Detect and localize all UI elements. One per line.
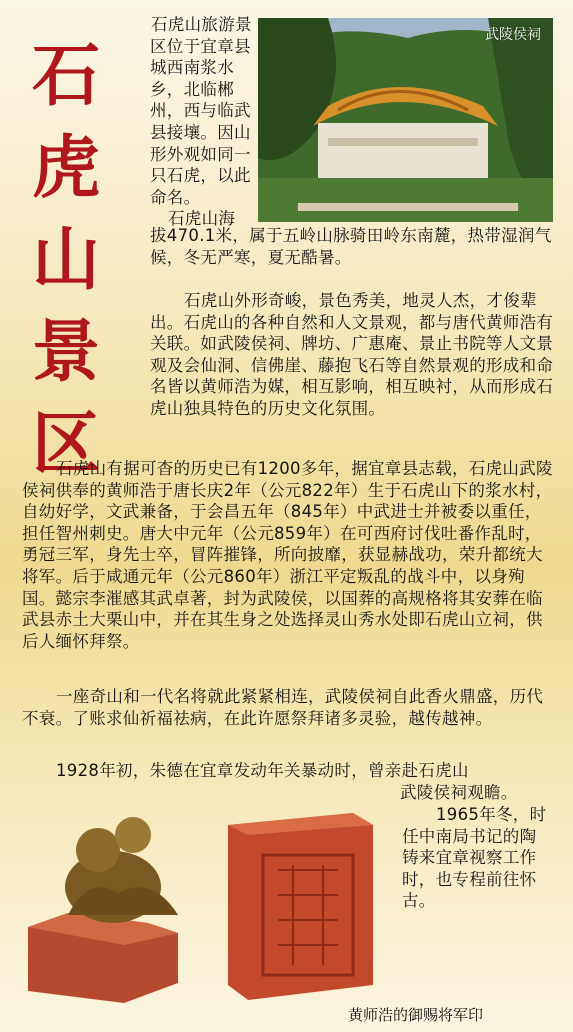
page-title	[24, 30, 108, 490]
seal-illustration	[28, 795, 396, 1005]
title-char: 景	[31, 312, 100, 392]
legacy-text: 一座奇山和一代名将就此紧紧相连，武陵侯祠自此香火鼎盛，历代不衰。了账求仙祈福祛病，在此许愿祭拜诸多灵验，越传越神。	[22, 687, 544, 728]
zhude-text: 1928年初，朱德在宜章发动年关暴动时，曾亲赴石虎山	[56, 761, 469, 780]
photo-caption: 武陵侯祠	[485, 27, 541, 43]
history-text: 石虎山有据可杳的历史已有1200多年，据宜章县志载，石虎山武陵侯祠供奉的黄师浩于唐长庆2年（公元822年）生于石虎山下的浆水村，自幼好学，文武兼备，于会昌五年（845年）中武进士并被委以重任，担任智州刺史。唐大中元年（公元859年）在可西府讨伐吐番作乱时，勇冠三军，身先士卒，冒阵摧锋，所向披靡，获显赫战功，荣升都统大将军。后于咸通元年（公元860年）浙江平定叛乱的战斗中，以身殉国。懿宗李漼感其武卓著，封为武陵侯，以国葬的高规格将其安葬在临武县赤土大栗山中，并在其生身之处选择灵山秀水处即石虎山立祠，供后人缅怀拜祭。	[22, 459, 553, 651]
legacy-paragraph	[22, 686, 554, 729]
intro-text: 石虎山旅游景区位于宜章县城西南浆水乡，北临郴州，西与临武县接壤。因山形外观如同一只石虎，以此命名。	[150, 15, 252, 207]
taozhu-text: 1965年冬，时任中南局书记的陶铸来宜章视察工作时，也专程前往怀古。	[402, 805, 547, 911]
title-char: 石	[31, 36, 100, 116]
altitude-paragraph: 拔470.1米，属于五岭山脉骑田岭东南麓，热带湿润气候，冬无严寒，夏无酷暑。	[150, 226, 552, 267]
taozhu-paragraph	[402, 804, 552, 912]
intro-text-2: 石虎山海	[168, 209, 236, 229]
seal-caption: 黄师浩的御赐将军印	[348, 1006, 484, 1024]
scenery-paragraph	[150, 290, 554, 420]
scenery-text: 石虎山外形奇峻，景色秀美，地灵人杰，才俊辈出。石虎山的各种自然和人文景观，都与唐代黄师浩有关联。如武陵侯祠、牌坊、广惠庵、景止书院等人文景观及会仙洞、信佛崖、藤抱飞石等自然景观的形成和命名皆以黄师浩为媒，相互影响，相互映衬，从而形成石虎山独具特色的历史文化氛围。	[150, 291, 554, 418]
history-paragraph	[22, 458, 554, 652]
title-char: 区	[31, 404, 100, 484]
intro-paragraph	[150, 14, 256, 230]
zhude-text-2: 武陵侯祠观瞻。	[400, 783, 518, 802]
title-char: 虎	[31, 128, 100, 208]
temple-photo	[258, 18, 553, 222]
zhude-paragraph	[22, 760, 554, 782]
title-char: 山	[31, 220, 100, 300]
